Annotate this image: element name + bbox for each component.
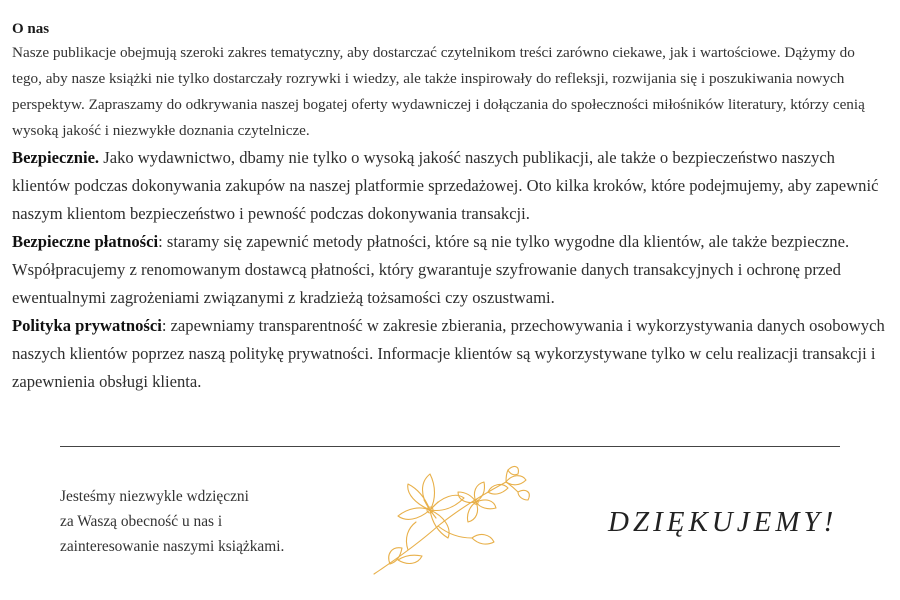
thanks-message — [60, 484, 390, 559]
section-payments — [12, 228, 888, 312]
section-heading: Bezpiecznie. — [12, 148, 100, 167]
flower-branch-icon — [368, 462, 538, 580]
section-text: Jako wydawnictwo, dbamy nie tylko o wysoką jakość naszych publikacji, ale także o bezpieczeństwo naszych klientów podczas dokonywania zakupów na naszej platformie sprzedażowej. Oto kilka kroków, które podejmujemy, aby zapewnić naszym klientom bezpieczeństwo i pewność podczas dokonywania transakcji. — [12, 148, 879, 223]
thanks-line: Jesteśmy niezwykle wdzięczni — [60, 488, 249, 505]
page-title: O nas — [12, 21, 50, 37]
divider — [60, 446, 840, 447]
about-content — [12, 18, 888, 396]
section-heading: Polityka prywatności — [12, 316, 162, 335]
section-security — [12, 144, 888, 228]
intro-paragraph: Nasze publikacje obejmują szeroki zakres tematyczny, aby dostarczać czytelnikom treści zarówno ciekawe, jak i wartościowe. Dążymy do tego, aby nasze książki nie tylko dostarczały rozrywki i wiedzy, ale także inspirowały do refleksji, rozwijania się i poszukiwania nowych perspektyw. Zapraszamy do odkrywania naszej bogatej oferty wydawniczej i dołączania do społeczności miłośników literatury, którzy cenią wysoką jakość i niezwykłe doznania czytelnicze. — [12, 44, 865, 139]
thanks-line: za Waszą obecność u nas i — [60, 513, 223, 530]
section-text: : staramy się zapewnić metody płatności, które są nie tylko wygodne dla klientów, ale także bezpieczne. Współpracujemy z renomowanym dostawcą płatności, który gwarantuje szyfrowanie danych transakcyjnych i ochronę przed ewentualnymi zagrożeniami związanymi z kradzieżą tożsamości czy oszustwami. — [12, 232, 850, 307]
thanks-line: zainteresowanie naszymi książkami. — [60, 538, 285, 555]
thank-you-heading: DZIĘKUJEMY! — [608, 506, 838, 538]
section-text: : zapewniamy transparentność w zakresie zbierania, przechowywania i wykorzystywania danych osobowych naszych klientów poprzez naszą politykę prywatności. Informacje klientów są wykorzystywane tylko w celu realizacji transakcji i zapewnienia obsługi klienta. — [12, 316, 885, 391]
section-privacy — [12, 312, 888, 396]
section-heading: Bezpieczne płatności — [12, 232, 159, 251]
